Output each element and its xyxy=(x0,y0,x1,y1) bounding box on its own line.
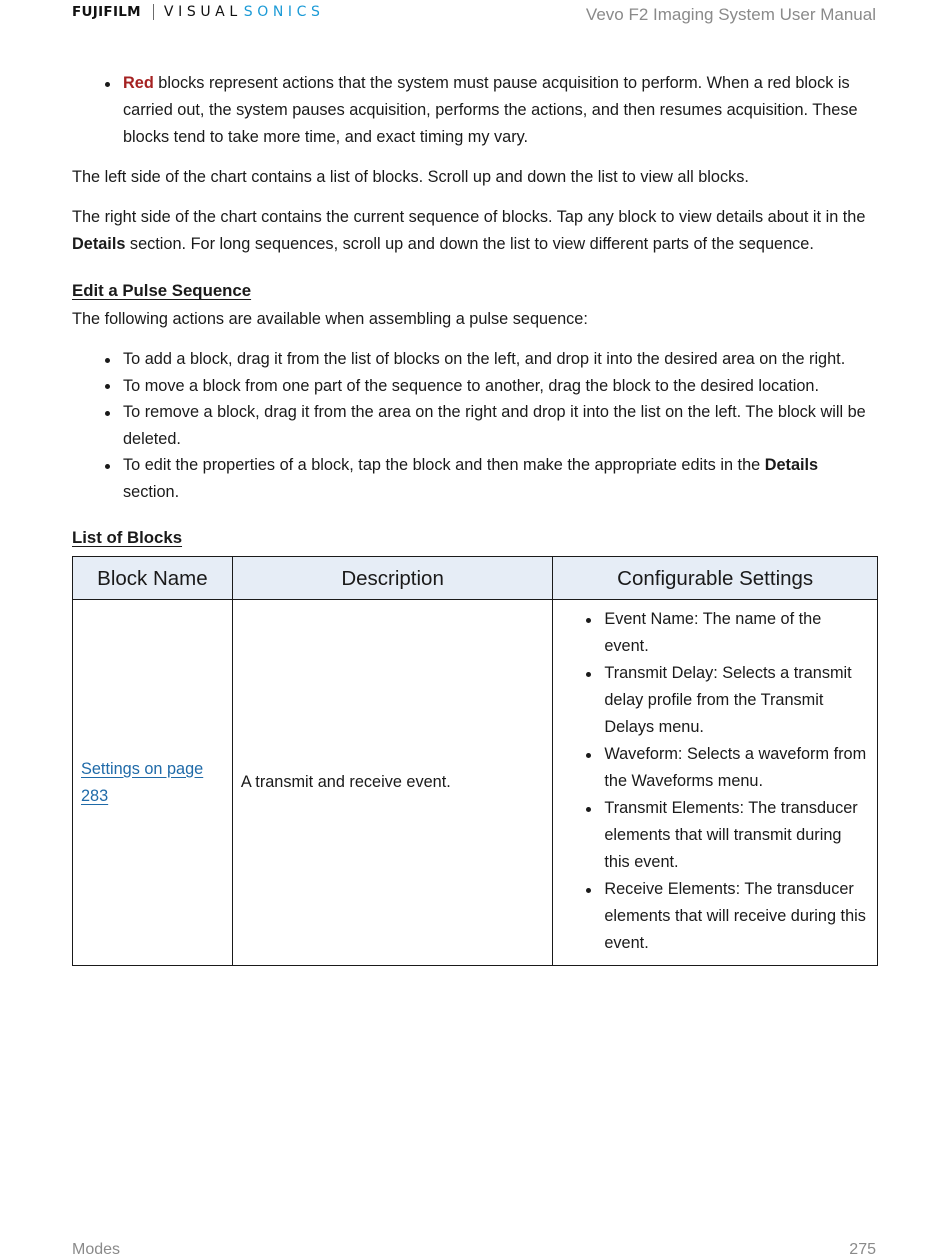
table-header-row xyxy=(73,557,878,600)
edit-actions-list xyxy=(72,346,878,505)
column-header-description: Description xyxy=(232,557,553,600)
list-item xyxy=(123,452,878,505)
blocks-table xyxy=(72,556,878,966)
right-side-text-1: The right side of the chart contains the current sequence of blocks. Tap any block to view details about it in the xyxy=(72,208,866,226)
list-item: To add a block, drag it from the list of blocks on the left, and drop it into the desired area on the right. xyxy=(123,346,878,373)
details-bold: Details xyxy=(72,235,126,253)
footer-page-number: 275 xyxy=(849,1241,876,1258)
list-item: To remove a block, drag it from the area on the right and drop it into the list on the left. The block will be deleted. xyxy=(123,399,878,452)
list-item: Transmit Delay: Selects a transmit delay profile from the Transmit Delays menu. xyxy=(604,660,867,741)
page-header xyxy=(72,0,876,30)
logo-divider xyxy=(153,4,154,20)
edit-section-heading: Edit a Pulse Sequence xyxy=(72,281,252,300)
block-color-list xyxy=(72,70,878,151)
column-header-block-name: Block Name xyxy=(73,557,233,600)
page-content xyxy=(72,70,878,966)
list-item: Event Name: The name of the event. xyxy=(604,606,867,660)
list-item: Waveform: Selects a waveform from the Waveforms menu. xyxy=(604,741,867,795)
red-word: Red xyxy=(123,74,154,92)
list-section-heading: List of Blocks xyxy=(72,528,183,547)
logo-brand: FUJIFILM xyxy=(72,4,141,20)
list-item: Receive Elements: The transducer elements that will receive during this event. xyxy=(604,876,867,957)
red-block-text: blocks represent actions that the system must pause acquisition to perform. When a red block is carried out, the system pauses acquisition, performs the actions, and then resumes acquisition. These blocks tend to take more time, and exact timing my vary. xyxy=(123,74,858,146)
document-title: Vevo F2 Imaging System User Manual xyxy=(585,5,876,24)
right-side-text-2: section. For long sequences, scroll up and down the list to view different parts of the sequence. xyxy=(125,235,814,253)
fujifilm-visualsonics-logo xyxy=(72,4,325,20)
table-row xyxy=(73,600,878,966)
settings-page-link[interactable]: Settings on page 283 xyxy=(81,759,204,805)
edit-bullet-text-2: section. xyxy=(123,482,180,501)
edit-section-intro: The following actions are available when assembling a pulse sequence: xyxy=(72,310,588,328)
list-item: To move a block from one part of the sequence to another, drag the block to the desired location. xyxy=(123,373,878,400)
settings-cell xyxy=(553,600,878,966)
block-name-cell xyxy=(73,600,233,966)
logo-sonics: SONICS xyxy=(243,4,325,20)
settings-list xyxy=(553,600,877,965)
right-side-paragraph xyxy=(72,204,878,258)
column-header-settings: Configurable Settings xyxy=(553,557,878,600)
description-cell: A transmit and receive event. xyxy=(232,600,553,966)
edit-bullet-text-1: To edit the properties of a block, tap the block and then make the appropriate edits in the xyxy=(123,456,765,474)
footer-section-name: Modes xyxy=(72,1241,121,1258)
list-item: Transmit Elements: The transducer elements that will transmit during this event. xyxy=(604,795,867,876)
logo-visual: VISUAL xyxy=(163,4,242,20)
details-bold: Details xyxy=(764,456,819,474)
left-side-paragraph: The left side of the chart contains a list of blocks. Scroll up and down the list to view all blocks. xyxy=(72,168,749,186)
red-block-bullet xyxy=(123,70,878,151)
